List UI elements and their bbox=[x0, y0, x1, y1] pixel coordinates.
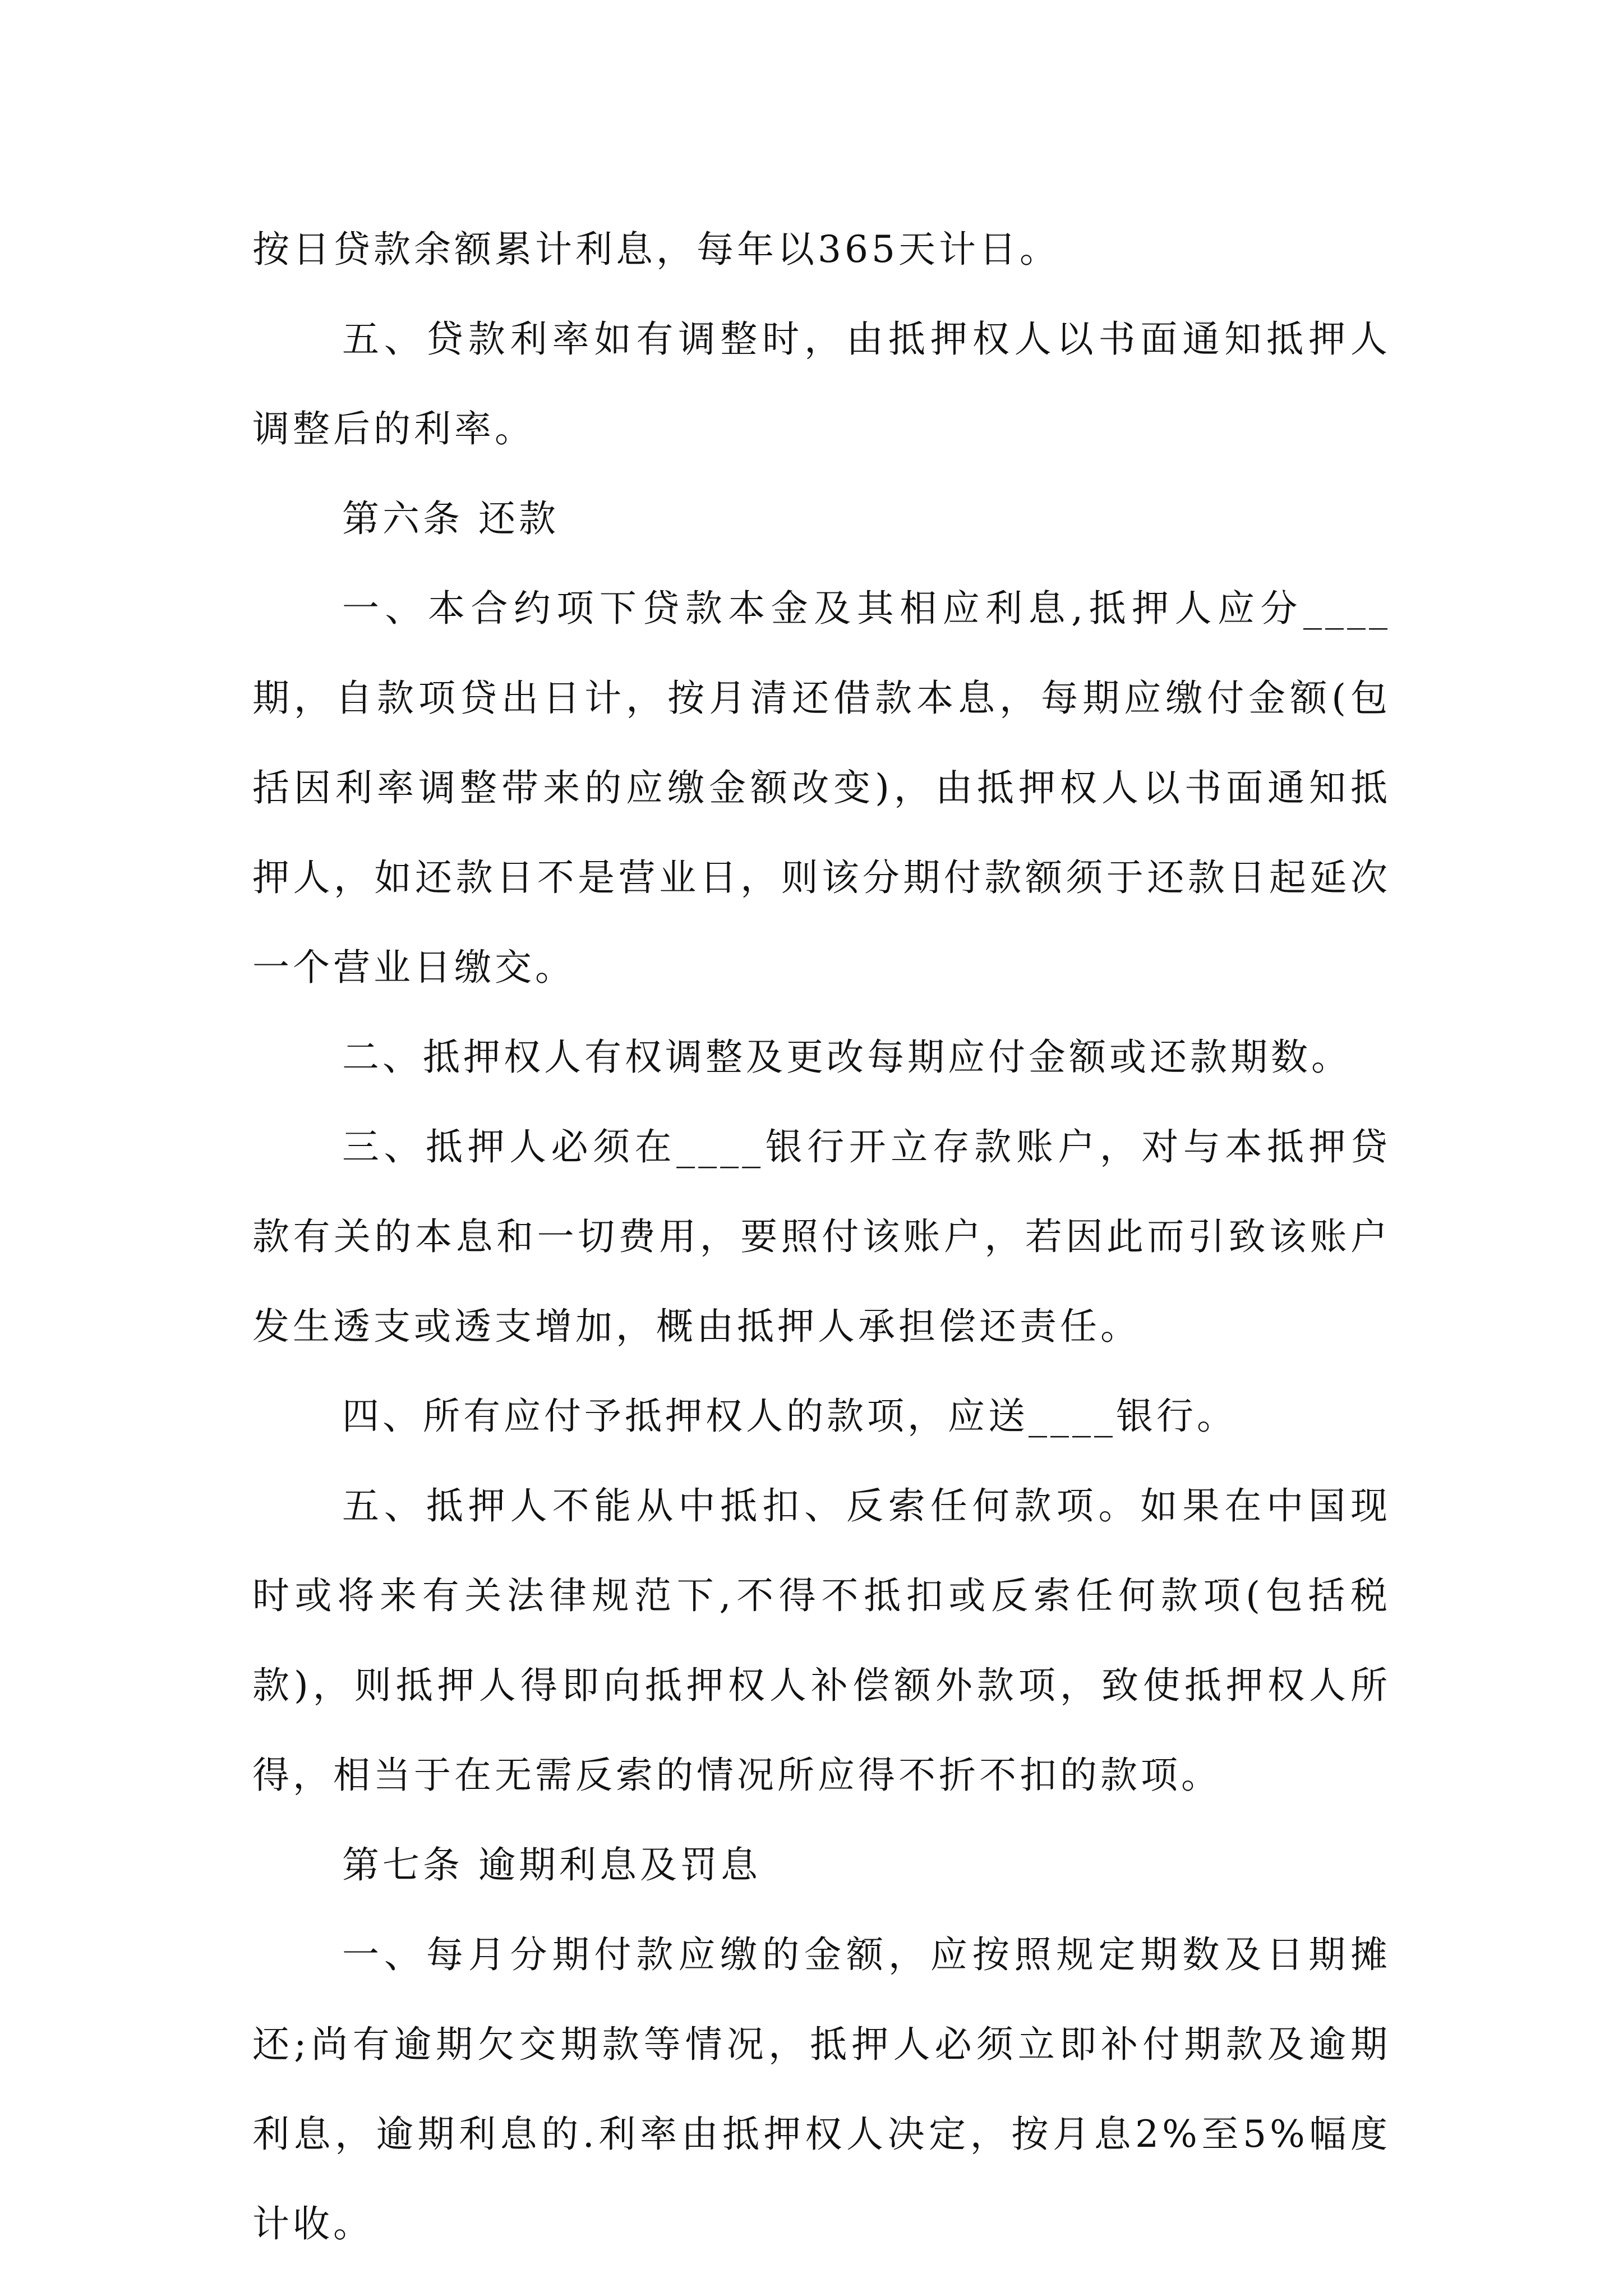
paragraph-interest-calculation: 按日贷款余额累计利息，每年以365天计日。 bbox=[252, 228, 1060, 271]
paragraph-no-offset: 五、抵押人不能从中抵扣、反索任何款项。如果在中国现时或将来有关法律规范下,不得不抵扣或反索任何款项(包括税款)，则抵押人得即向抵押权人补偿额外款项，致使抵押权人所得，相当于在无需反索的情况所应得不折不扣的款项。 bbox=[252, 1484, 1391, 1797]
paragraph-repayment-installments: 一、本合约项下贷款本金及其相应利息,抵押人应分____期，自款项贷出日计，按月清还借款本息，每期应缴付金额(包括因利率调整带来的应缴金额改变)，由抵押权人以书面通知抵押人，如还款日不是营业日，则该分期付款额须于还款日起延次一个营业日缴交。 bbox=[252, 587, 1391, 989]
paragraph-payment-bank: 四、所有应付予抵押权人的款项，应送____银行。 bbox=[342, 1395, 1237, 1438]
article-6-heading: 第六条 还款 bbox=[342, 497, 559, 540]
contract-body bbox=[252, 205, 1391, 2269]
paragraph-adjust-installments: 二、抵押权人有权调整及更改每期应付金额或还款期数。 bbox=[342, 1036, 1352, 1079]
article-7-heading: 第七条 逾期利息及罚息 bbox=[342, 1843, 761, 1887]
paragraph-rate-adjustment: 五、贷款利率如有调整时，由抵押权人以书面通知抵押人调整后的利率。 bbox=[252, 318, 1391, 450]
paragraph-deposit-account: 三、抵押人必须在____银行开立存款账户，对与本抵押贷款有关的本息和一切费用，要照付该账户，若因此而引致该账户发生透支或透支增加，概由抵押人承担偿还责任。 bbox=[252, 1125, 1391, 1348]
paragraph-overdue-interest: 一、每月分期付款应缴的金额，应按照规定期数及日期摊还;尚有逾期欠交期款等情况，抵押人必须立即补付期款及逾期利息，逾期利息的.利率由抵押权人决定，按月息2%至5%幅度计收。 bbox=[252, 1933, 1391, 2246]
